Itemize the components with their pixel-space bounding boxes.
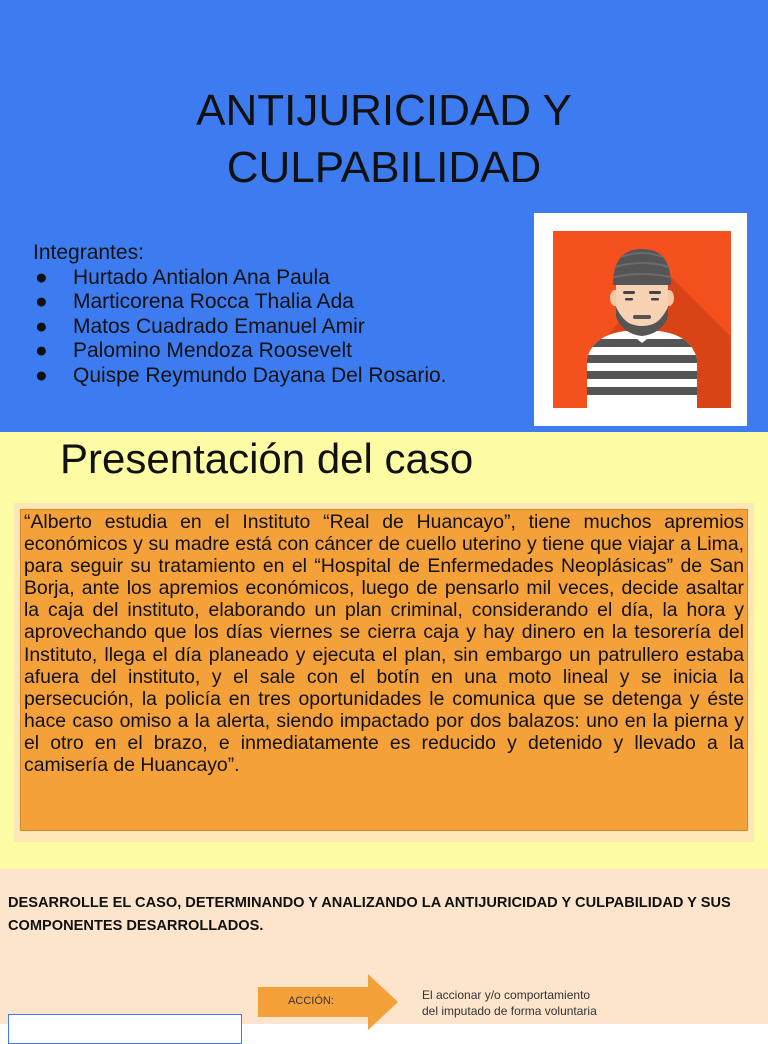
member-name: Quispe Reymundo Dayana Del Rosario. (73, 363, 447, 387)
members-section (33, 241, 447, 388)
accion-description (422, 987, 722, 1019)
title-line-2: CULPABILIDAD (226, 143, 542, 192)
case-text: “Alberto estudia en el Instituto “Real de Huancayo”, tiene muchos apremios económicos y su madre está con cáncer de cuello uterino y tiene que viajar a Lima, para seguir su tratamiento en el “Hospital de Enfermedades Neoplásicas” de San Borja, ante los apremios económicos, luego de pensarlo mil veces, decide asaltar la caja del instituto, elaborando un plan criminal, considerando el día, la hora y aprovechando que los días viernes se cierra caja y hay dinero en la tesorería del Instituto, llega el día planeado y ejecuta el plan, sin embargo un patrullero estaba afuera del instituto, y el sale con el botín en una moto lineal y se inicia la persecución, la policía en tres oportunidades le comunica que se detenga y éste hace caso omiso a la alerta, siendo impactado por dos balazos: uno en la pierna y el otro en el brazo, e inmediatamente es reducido y detenido y llevado a la camisería de Huancayo”. (24, 511, 744, 777)
list-item (33, 315, 447, 340)
member-name: Palomino Mendoza Roosevelt (73, 339, 352, 362)
member-name: Hurtado Antialon Ana Paula (73, 265, 330, 289)
case-title: Presentación del caso (60, 435, 474, 482)
list-item (33, 364, 447, 389)
accion-label: ACCIÓN: (288, 995, 334, 1007)
list-item (33, 290, 447, 315)
list-item (33, 339, 447, 364)
list-item (33, 266, 447, 291)
bullet-icon: ● (35, 290, 48, 313)
member-name: Matos Cuadrado Emanuel Amir (73, 314, 365, 338)
task-instruction: DESARROLLE EL CASO, DETERMINANDO Y ANALIZANDO LA ANTIJURICIDAD Y CULPABILIDAD Y SUS COMPONENTES DESARROLLADOS. (8, 895, 731, 934)
bullet-icon: ● (35, 363, 48, 387)
bullet-icon: ● (35, 314, 48, 338)
prisoner-avatar-icon (553, 231, 731, 408)
concept-box (8, 1014, 242, 1044)
accion-desc-line-1: El accionar y/o comportamiento (422, 988, 591, 1002)
bullet-icon: ● (35, 339, 48, 362)
members-list (33, 266, 447, 389)
bullet-icon: ● (35, 265, 48, 289)
page-title (0, 82, 768, 196)
members-heading: Integrantes: (33, 241, 144, 264)
avatar (553, 231, 731, 408)
accion-desc-line-2: del imputado de forma voluntaria (422, 1004, 597, 1018)
member-name: Marticorena Rocca Thalia Ada (73, 290, 354, 313)
title-line-1: ANTIJURICIDAD Y (196, 86, 572, 135)
